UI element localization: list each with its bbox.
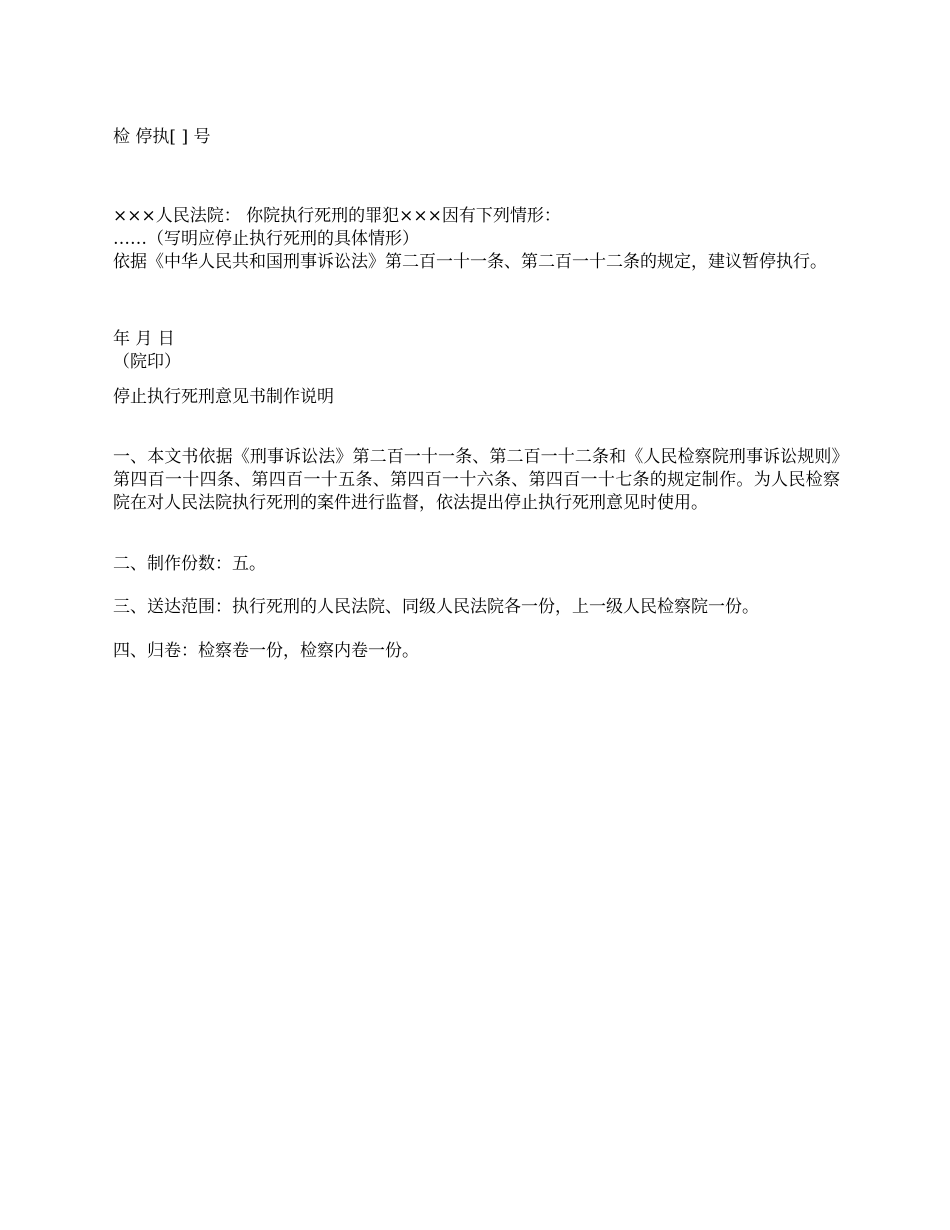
addressee-line: ×××人民法院： 你院执行死刑的罪犯×××因有下列情形： [113,206,561,226]
document-number: 检 停执[ ] 号 [113,127,211,147]
date-line: 年 月 日 [113,329,175,349]
document-body [113,205,840,274]
legal-basis-paragraph: 依据《中华人民共和国刑事诉讼法》第二百一十一条、第二百一十二条的规定，建议暂停执行。 [113,252,827,272]
circumstance-placeholder: ……（写明应停止执行死刑的具体情形） [113,229,419,249]
instruction-item: 二、制作份数：五。 [113,554,266,574]
instruction-item: 三、送达范围：执行死刑的人民法院、同级人民法院各一份，上一级人民检察院一份。 [113,597,759,617]
seal-line: （院印） [113,352,181,372]
instructions-title: 停止执行死刑意见书制作说明 [113,387,334,407]
instruction-item: 一、本文书依据《刑事诉讼法》第二百一十一条、第二百一十二条和《人民检察院刑事诉讼规则》第四百一十四条、第四百一十五条、第四百一十六条、第四百一十七条的规定制作。为人民检察院在对人民法院执行死刑的案件进行监督，依法提出停止执行死刑意见时使用。 [113,447,840,513]
instruction-item: 四、归卷：检察卷一份，检察内卷一份。 [113,641,419,661]
